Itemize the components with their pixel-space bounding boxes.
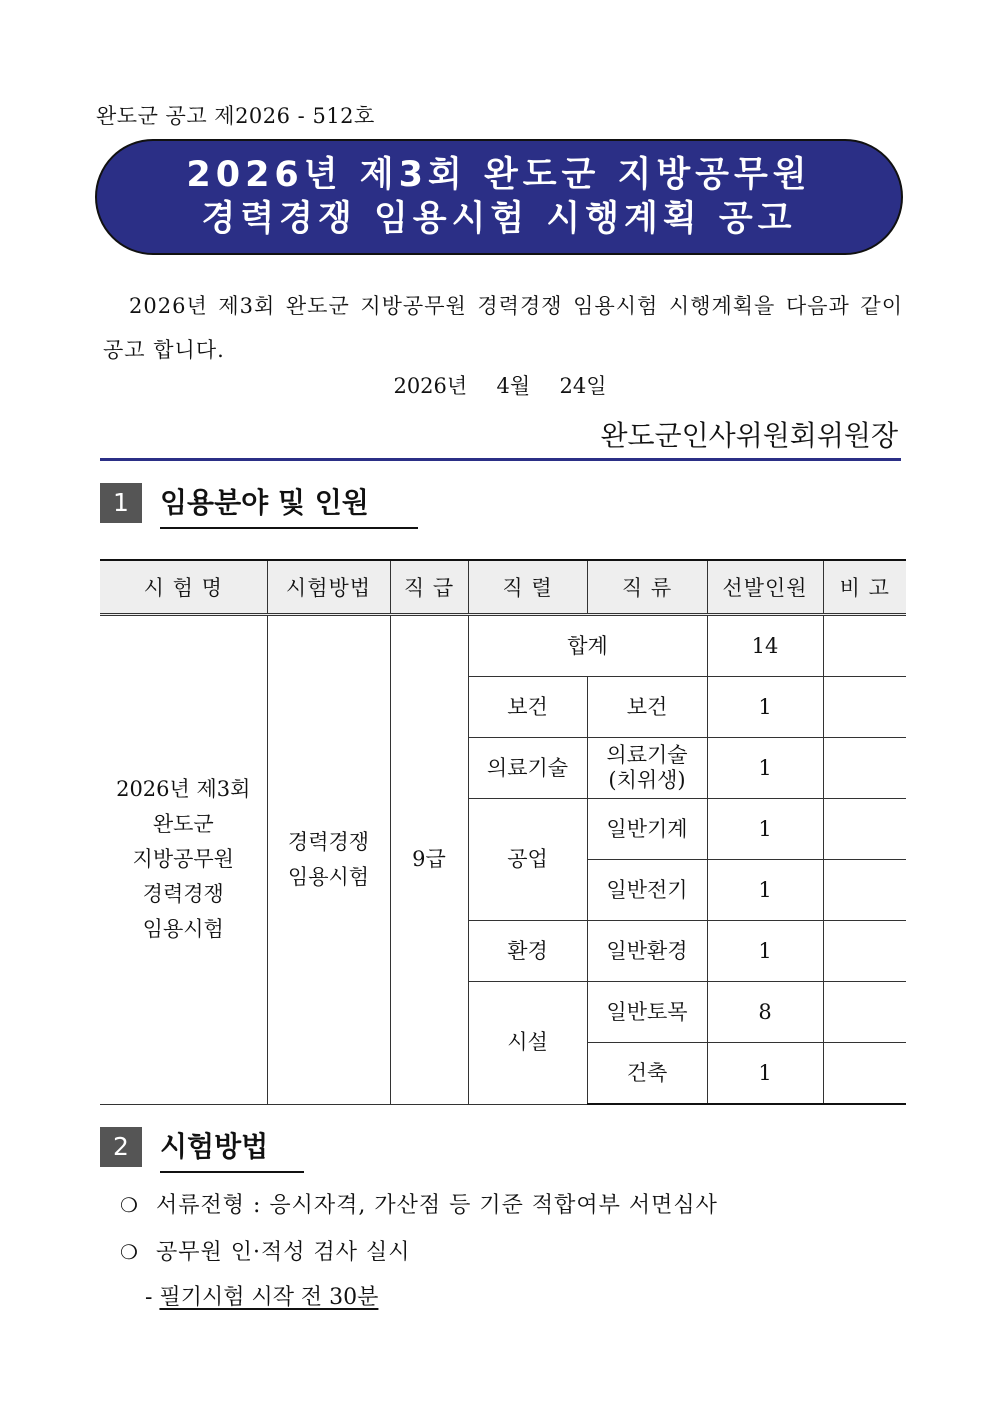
sub-item (145, 1280, 378, 1311)
sub-item-text: 필기시험 시작 전 30분 (159, 1285, 379, 1310)
list-item-text: 서류전형 : 응시자격, 가산점 등 기준 적합여부 서면심사 (156, 1193, 718, 1218)
subseries-cell: 일반환경 (587, 921, 707, 982)
total-count: 14 (707, 615, 823, 677)
divider (100, 458, 901, 461)
list-item (120, 1235, 411, 1266)
intro-paragraph: 2026년 제3회 완도군 지방공무원 경력경쟁 임용시험 시행계획을 다음과 같이 공고 합니다. (103, 294, 903, 362)
recruitment-table (100, 559, 906, 1105)
series-cell: 의료기술 (468, 738, 587, 799)
count-cell: 1 (707, 921, 823, 982)
issuer: 완도군인사위원회위원장 (600, 419, 898, 452)
list-item-text: 공무원 인·적성 검사 실시 (156, 1240, 411, 1265)
circle-bullet-icon: ❍ (120, 1240, 139, 1264)
note-cell (823, 921, 906, 982)
header-count: 선발인원 (707, 560, 823, 615)
note-cell (823, 738, 906, 799)
count-cell: 1 (707, 799, 823, 860)
subseries-cell: 건축 (587, 1043, 707, 1105)
count-cell: 1 (707, 738, 823, 799)
note-cell (823, 615, 906, 677)
count-cell: 1 (707, 860, 823, 921)
note-cell (823, 1043, 906, 1105)
note-cell (823, 799, 906, 860)
header-grade: 직 급 (390, 560, 468, 615)
subseries-cell: 의료기술 (치위생) (587, 738, 707, 799)
note-cell (823, 677, 906, 738)
series-cell: 보건 (468, 677, 587, 738)
table-row (100, 615, 906, 677)
subseries-cell: 일반기계 (587, 799, 707, 860)
table-header-row (100, 560, 906, 615)
header-series: 직 렬 (468, 560, 587, 615)
header-exam-name: 시 험 명 (100, 560, 267, 615)
notice-number: 완도군 공고 제2026 - 512호 (96, 104, 375, 128)
title-line-2: 경력경쟁 임용시험 시행계획 공고 (201, 199, 797, 239)
count-cell: 1 (707, 677, 823, 738)
count-cell: 1 (707, 1043, 823, 1105)
list-item (120, 1188, 718, 1219)
total-label: 합계 (468, 615, 707, 677)
title-banner (95, 139, 903, 255)
series-cell: 시설 (468, 982, 587, 1105)
header-method: 시험방법 (267, 560, 390, 615)
exam-name-cell: 2026년 제3회 완도군 지방공무원 경력경쟁 임용시험 (100, 615, 267, 1105)
notice-date: 2026년 4월 24일 (393, 374, 607, 398)
series-cell: 환경 (468, 921, 587, 982)
grade-cell: 9급 (390, 615, 468, 1105)
section-number-badge: 1 (100, 483, 142, 523)
section-number-badge: 2 (100, 1127, 142, 1167)
subseries-cell: 일반전기 (587, 860, 707, 921)
subseries-cell: 일반토목 (587, 982, 707, 1043)
section-title: 임용분야 및 인원 (160, 481, 418, 529)
note-cell (823, 860, 906, 921)
series-cell: 공업 (468, 799, 587, 921)
dash-marker: - (145, 1285, 153, 1310)
header-note: 비 고 (823, 560, 906, 615)
title-line-1: 2026년 제3회 완도군 지방공무원 (186, 155, 812, 195)
circle-bullet-icon: ❍ (120, 1193, 139, 1217)
count-cell: 8 (707, 982, 823, 1043)
section-title: 시험방법 (160, 1125, 304, 1173)
header-subseries: 직 류 (587, 560, 707, 615)
method-cell: 경력경쟁 임용시험 (267, 615, 390, 1105)
note-cell (823, 982, 906, 1043)
subseries-cell: 보건 (587, 677, 707, 738)
